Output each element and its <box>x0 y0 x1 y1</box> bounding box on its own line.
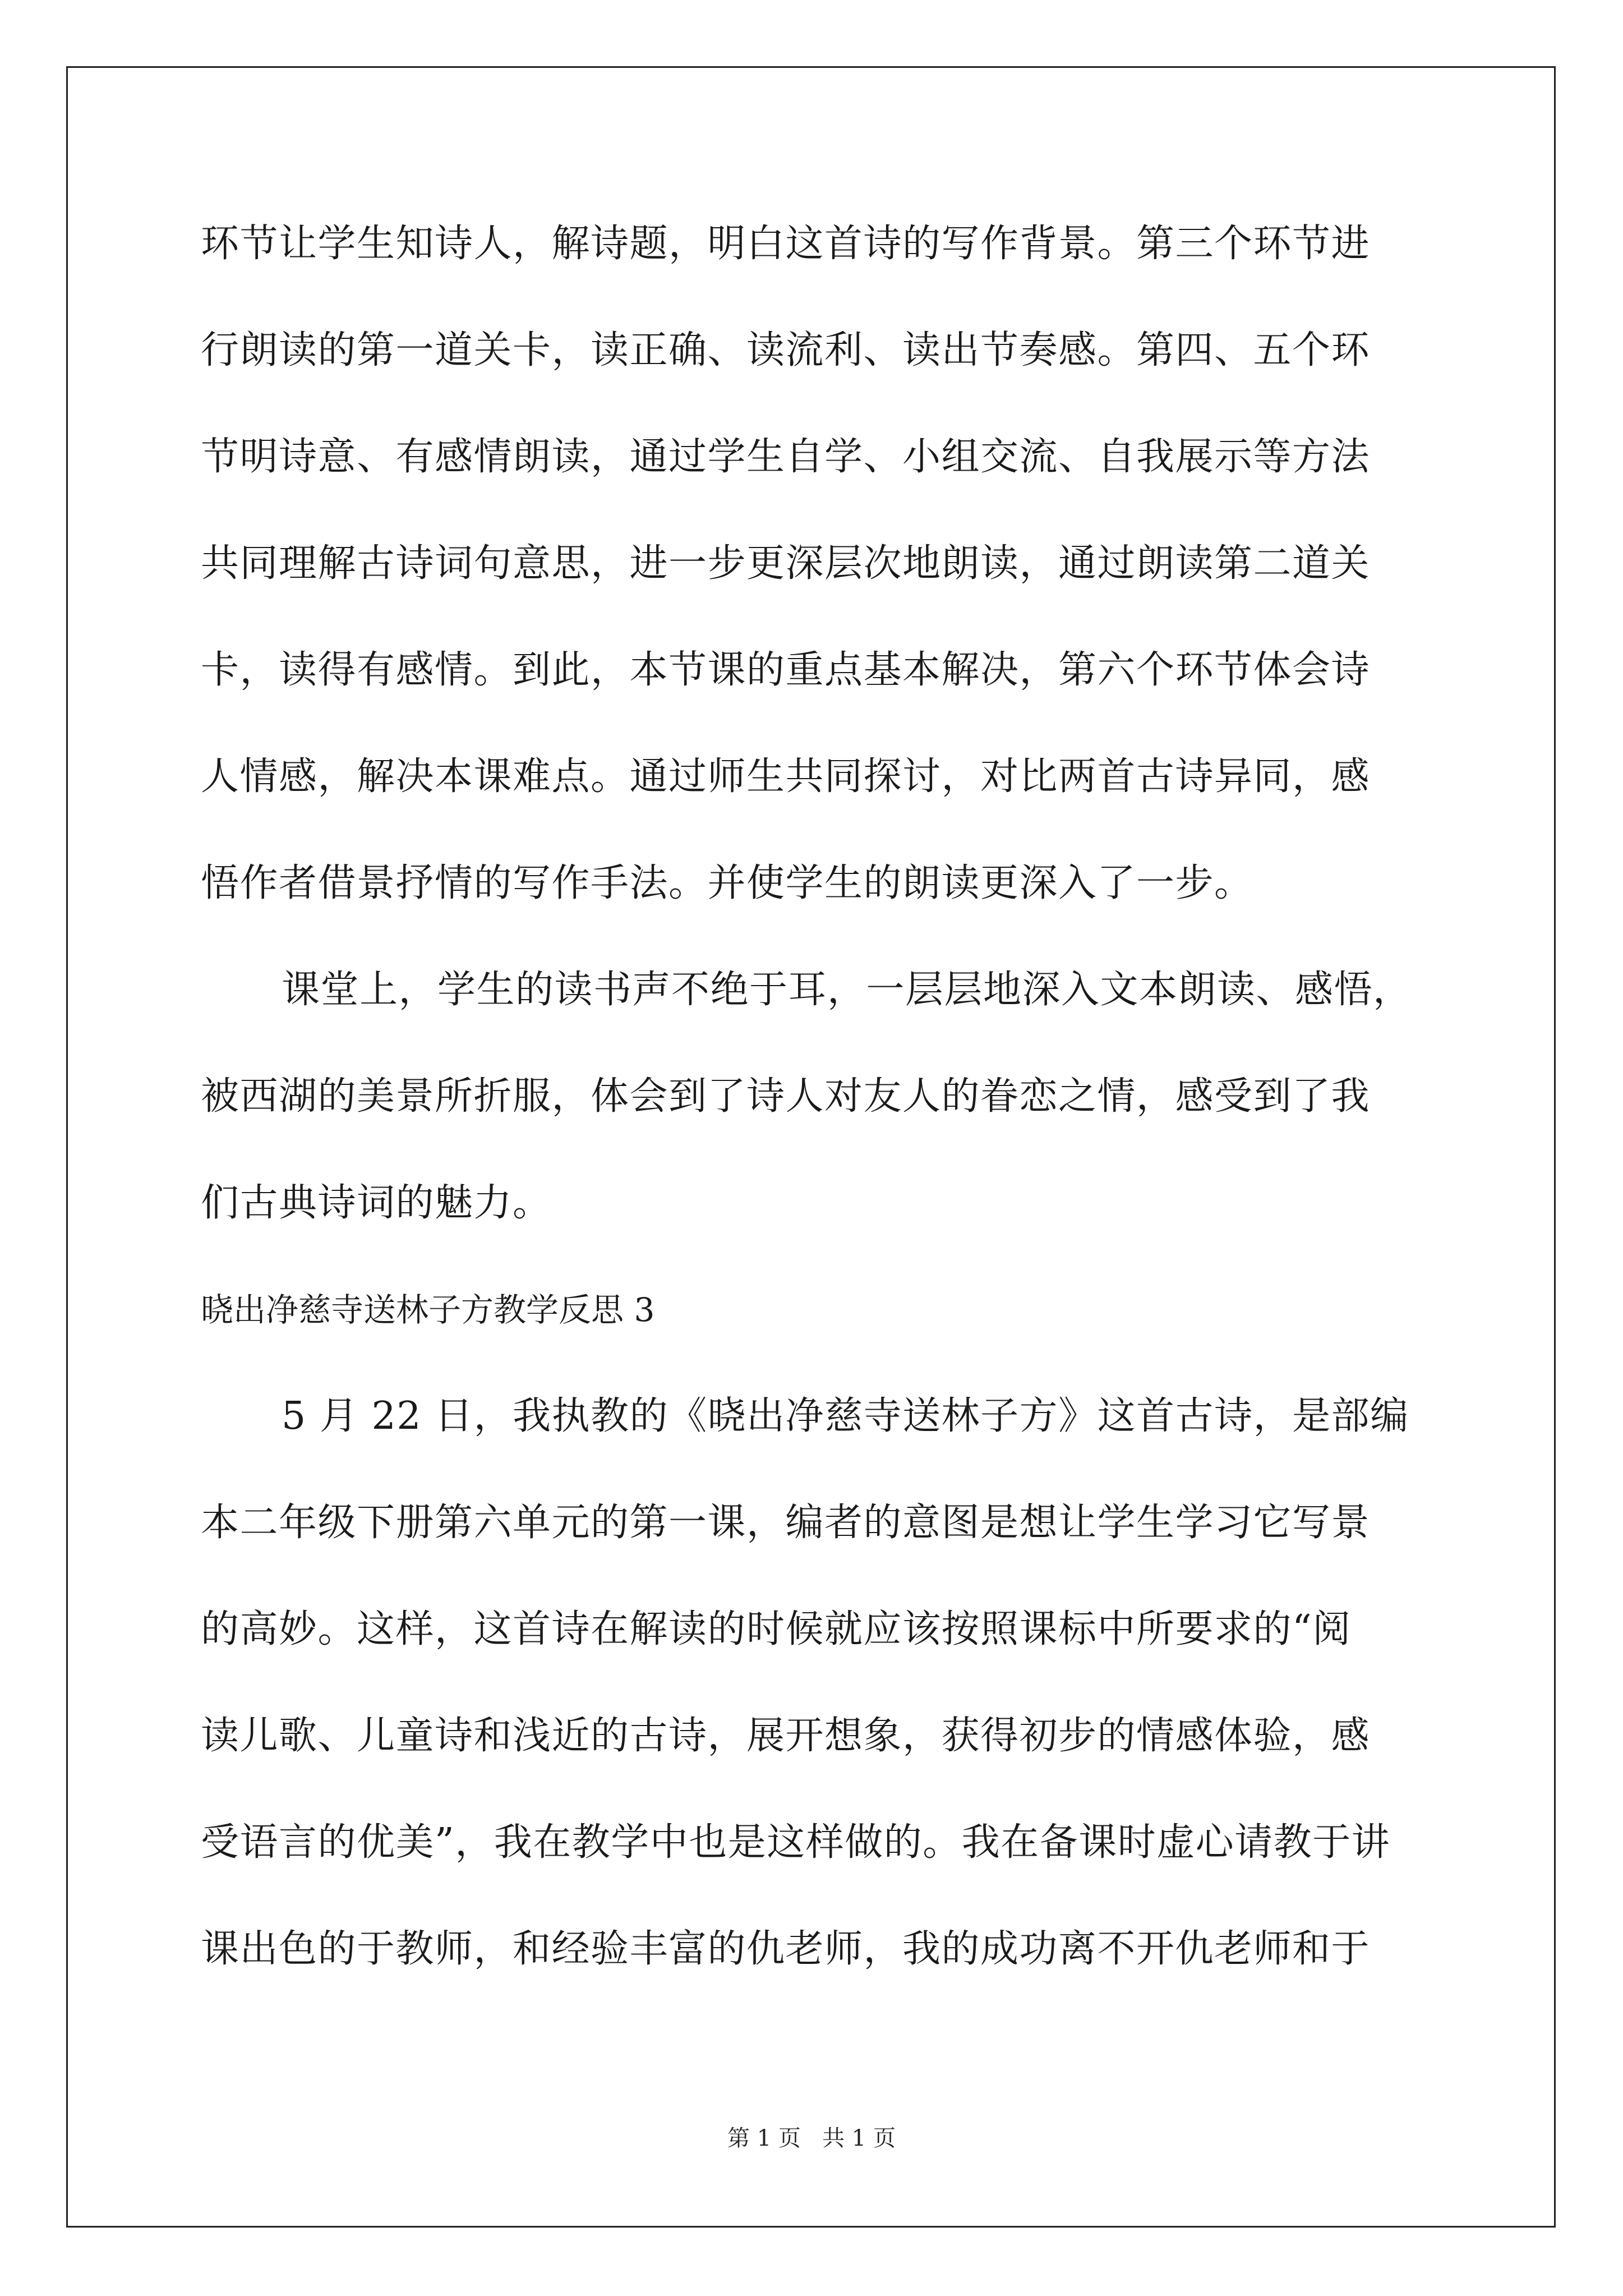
text-line: 节明诗意、有感情朗读，通过学生自学、小组交流、自我展示等方法 <box>201 435 1371 479</box>
text-line: 本二年级下册第六单元的第一课，编者的意图是想让学生学习它写景 <box>201 1501 1371 1545</box>
text-line: 的高妙。这样，这首诗在解读的时候就应该按照课标中所要求的“阅 <box>201 1607 1352 1651</box>
text-line: 悟作者借景抒情的写作手法。并使学生的朗读更深入了一步。 <box>201 861 1253 905</box>
text-line: 受语言的优美”，我在教学中也是这样做的。我在备课时虚心请教于讲 <box>201 1820 1391 1865</box>
section-heading: 晓出净慈寺送林子方教学反思 3 <box>201 1291 655 1329</box>
text-line: 人情感，解决本课难点。通过师生共同探讨，对比两首古诗异同，感 <box>201 754 1371 799</box>
text-line: 们古典诗词的魅力。 <box>201 1181 552 1225</box>
text-line: 课出色的于教师，和经验丰富的仇老师，我的成功离不开仇老师和于 <box>201 1927 1371 1971</box>
page-footer: 第 1 页 共 1 页 <box>727 2125 896 2151</box>
text-line: 5 月 22 日，我执教的《晓出净慈寺送林子方》这首古诗，是部编 <box>282 1394 1409 1438</box>
text-line: 环节让学生知诗人，解诗题，明白这首诗的写作背景。第三个环节进 <box>201 222 1371 266</box>
text-line: 卡，读得有感情。到此，本节课的重点基本解决，第六个环节体会诗 <box>201 648 1371 692</box>
text-line: 读儿歌、儿童诗和浅近的古诗，展开想象，获得初步的情感体验，感 <box>201 1714 1371 1758</box>
text-line: 课堂上，学生的读书声不绝于耳，一层层地深入文本朗读、感悟， <box>282 968 1412 1012</box>
text-line: 行朗读的第一道关卡，读正确、读流利、读出节奏感。第四、五个环 <box>201 328 1371 372</box>
paragraph-classroom <box>201 959 1435 1279</box>
paragraph-continuation <box>201 213 1435 959</box>
text-line: 被西湖的美景所折服，体会到了诗人对友人的眷恋之情，感受到了我 <box>201 1074 1371 1119</box>
paragraph-reflection <box>201 1386 1435 2025</box>
document-body <box>201 213 1435 2025</box>
text-line: 共同理解古诗词句意思，进一步更深层次地朗读，通过朗读第二道关 <box>201 541 1371 586</box>
